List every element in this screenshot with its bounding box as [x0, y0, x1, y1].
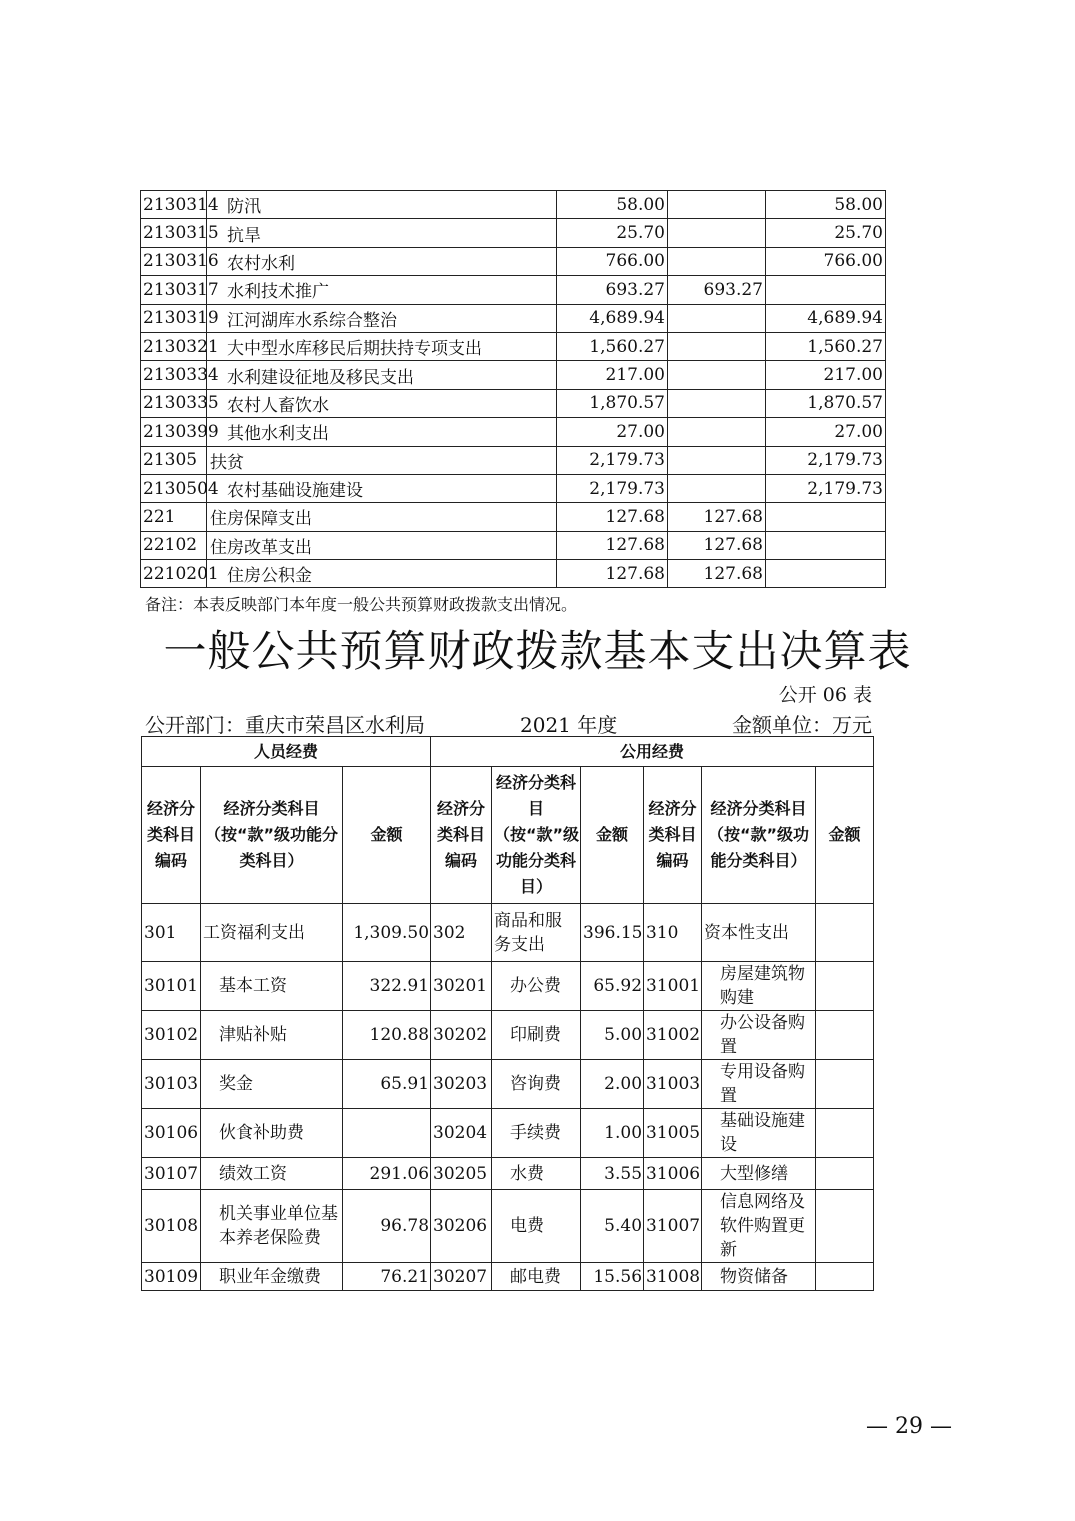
row-amount: 2.00: [581, 1060, 644, 1109]
row-name: 资本性支出: [702, 904, 816, 962]
row-name: 伙食补助费: [201, 1109, 343, 1158]
row-code: 31008: [644, 1263, 702, 1291]
row-name: 办公设备购置: [702, 1011, 816, 1060]
col-header-code: 经济分类科目编码: [142, 767, 201, 904]
row-total: 25.70: [557, 219, 668, 247]
row-basic: [668, 304, 766, 332]
row-code: 22102: [141, 531, 207, 559]
group-header-public: 公用经费: [431, 737, 874, 767]
row-code: 2130314: [141, 191, 207, 219]
unit-label: 金额单位：万元: [732, 713, 872, 737]
row-project: 2,179.73: [766, 474, 886, 502]
row-code: 30206: [431, 1190, 492, 1263]
row-name: 扶贫: [207, 446, 557, 474]
row-total: 27.00: [557, 418, 668, 446]
row-code: 2130399: [141, 418, 207, 446]
row-amount: [816, 904, 874, 962]
expenditure-continuation-table: [140, 190, 886, 588]
row-name: 住房保障支出: [207, 503, 557, 531]
col-header-name: 经济分类科目（按“款”级功能分类科目）: [702, 767, 816, 904]
row-name: 大型修缮: [702, 1158, 816, 1190]
row-amount: 96.78: [343, 1190, 431, 1263]
table-note: 备注：本表反映部门本年度一般公共预算财政拨款支出情况。: [145, 595, 578, 614]
row-amount: [816, 1263, 874, 1291]
row-code: 221: [141, 503, 207, 531]
row-amount: 65.91: [343, 1060, 431, 1109]
row-name: 水费: [492, 1158, 581, 1190]
department-label: 公开部门：重庆市荣昌区水利局: [145, 713, 425, 737]
row-code: 310: [644, 904, 702, 962]
row-basic: [668, 418, 766, 446]
row-basic: [668, 247, 766, 275]
row-code: 30108: [142, 1190, 201, 1263]
row-total: 693.27: [557, 276, 668, 304]
row-amount: [816, 1109, 874, 1158]
row-code: 2130504: [141, 474, 207, 502]
row-basic: 127.68: [668, 531, 766, 559]
row-name: 办公费: [492, 962, 581, 1011]
col-header-name: 经济分类科目（按“款”级功能分类科目）: [492, 767, 581, 904]
year-label: 2021 年度: [520, 713, 618, 737]
row-code: 30201: [431, 962, 492, 1011]
row-name: 工资福利支出: [201, 904, 343, 962]
table-row: [142, 1158, 874, 1190]
row-code: 30204: [431, 1109, 492, 1158]
row-name: 电费: [492, 1190, 581, 1263]
row-amount: 3.55: [581, 1158, 644, 1190]
col-header-amount: 金额: [343, 767, 431, 904]
row-name: 农村人畜饮水: [207, 389, 557, 417]
row-name: 大中型水库移民后期扶持专项支出: [207, 332, 557, 360]
row-total: 127.68: [557, 531, 668, 559]
row-project: 4,689.94: [766, 304, 886, 332]
col-header-name: 经济分类科目（按“款”级功能分类科目）: [201, 767, 343, 904]
table-row: [141, 304, 886, 332]
row-name: 奖金: [201, 1060, 343, 1109]
row-code: 30202: [431, 1011, 492, 1060]
basic-expenditure-table: [141, 736, 874, 1291]
row-amount: 1,309.50: [343, 904, 431, 962]
row-total: 127.68: [557, 503, 668, 531]
row-amount: 5.00: [581, 1011, 644, 1060]
row-name: 专用设备购置: [702, 1060, 816, 1109]
row-code: 31001: [644, 962, 702, 1011]
row-name: 其他水利支出: [207, 418, 557, 446]
row-name: 邮电费: [492, 1263, 581, 1291]
table-row: [142, 1190, 874, 1263]
row-name: 印刷费: [492, 1011, 581, 1060]
row-total: 2,179.73: [557, 446, 668, 474]
row-code: 31007: [644, 1190, 702, 1263]
row-name: 咨询费: [492, 1060, 581, 1109]
row-name: 农村基础设施建设: [207, 474, 557, 502]
row-project: 766.00: [766, 247, 886, 275]
row-code: 30101: [142, 962, 201, 1011]
row-name: 江河湖库水系综合整治: [207, 304, 557, 332]
page-number: — 29 —: [866, 1414, 952, 1439]
row-code: 31006: [644, 1158, 702, 1190]
table-row: [142, 1263, 874, 1291]
col-header-amount: 金额: [816, 767, 874, 904]
row-code: 2210201: [141, 560, 207, 588]
table-row: [141, 503, 886, 531]
row-amount: 76.21: [343, 1263, 431, 1291]
row-name: 信息网络及软件购置更新: [702, 1190, 816, 1263]
row-name: 抗旱: [207, 219, 557, 247]
row-basic: 127.68: [668, 503, 766, 531]
row-basic: 127.68: [668, 560, 766, 588]
row-name: 基础设施建设: [702, 1109, 816, 1158]
row-total: 127.68: [557, 560, 668, 588]
table-row: [141, 247, 886, 275]
row-amount: 322.91: [343, 962, 431, 1011]
row-total: 4,689.94: [557, 304, 668, 332]
row-name: 农村水利: [207, 247, 557, 275]
row-code: 30207: [431, 1263, 492, 1291]
row-name: 基本工资: [201, 962, 343, 1011]
row-name: 防汛: [207, 191, 557, 219]
table-row: [141, 446, 886, 474]
row-name: 商品和服务支出: [492, 904, 581, 962]
table-row: [141, 276, 886, 304]
row-name: 机关事业单位基本养老保险费: [201, 1190, 343, 1263]
row-total: 217.00: [557, 361, 668, 389]
page-title: 一般公共预算财政拨款基本支出决算表: [163, 627, 912, 677]
table-row: [141, 418, 886, 446]
col-header-code: 经济分类科目编码: [431, 767, 492, 904]
row-code: 2130321: [141, 332, 207, 360]
row-code: 21305: [141, 446, 207, 474]
row-amount: 15.56: [581, 1263, 644, 1291]
table-row: [142, 904, 874, 962]
row-basic: [668, 219, 766, 247]
table-row: [142, 1060, 874, 1109]
row-code: 2130317: [141, 276, 207, 304]
table-row: [141, 332, 886, 360]
row-basic: [668, 361, 766, 389]
row-code: 2130334: [141, 361, 207, 389]
row-project: 1,560.27: [766, 332, 886, 360]
row-project: 27.00: [766, 418, 886, 446]
table-row: [141, 361, 886, 389]
row-code: 30109: [142, 1263, 201, 1291]
table-row: [142, 1011, 874, 1060]
row-amount: 120.88: [343, 1011, 431, 1060]
row-total: 2,179.73: [557, 474, 668, 502]
row-basic: 693.27: [668, 276, 766, 304]
row-basic: [668, 389, 766, 417]
table-row: [142, 962, 874, 1011]
row-code: 30102: [142, 1011, 201, 1060]
row-total: 1,870.57: [557, 389, 668, 417]
row-name: 津贴补贴: [201, 1011, 343, 1060]
row-basic: [668, 191, 766, 219]
row-amount: [816, 1158, 874, 1190]
row-amount: [816, 1060, 874, 1109]
row-code: 31003: [644, 1060, 702, 1109]
row-amount: [816, 962, 874, 1011]
row-name: 物资储备: [702, 1263, 816, 1291]
row-basic: [668, 446, 766, 474]
row-total: 58.00: [557, 191, 668, 219]
row-amount: [343, 1109, 431, 1158]
row-total: 1,560.27: [557, 332, 668, 360]
row-project: [766, 276, 886, 304]
row-basic: [668, 474, 766, 502]
row-code: 30106: [142, 1109, 201, 1158]
row-total: 766.00: [557, 247, 668, 275]
row-code: 2130315: [141, 219, 207, 247]
row-name: 水利技术推广: [207, 276, 557, 304]
row-project: 2,179.73: [766, 446, 886, 474]
row-code: 2130316: [141, 247, 207, 275]
row-code: 2130319: [141, 304, 207, 332]
table-row: [141, 389, 886, 417]
row-code: 2130335: [141, 389, 207, 417]
group-header-personnel: 人员经费: [142, 737, 431, 767]
row-amount: 396.15: [581, 904, 644, 962]
row-code: 30103: [142, 1060, 201, 1109]
row-code: 31002: [644, 1011, 702, 1060]
row-project: 25.70: [766, 219, 886, 247]
table-row: [141, 531, 886, 559]
table-row: [142, 1109, 874, 1158]
row-project: [766, 531, 886, 559]
row-code: 30205: [431, 1158, 492, 1190]
table-code: 公开 06 表: [778, 684, 872, 706]
row-code: 30107: [142, 1158, 201, 1190]
row-project: [766, 503, 886, 531]
row-name: 手续费: [492, 1109, 581, 1158]
row-code: 30203: [431, 1060, 492, 1109]
table-row: [141, 191, 886, 219]
col-header-code: 经济分类科目编码: [644, 767, 702, 904]
row-code: 31005: [644, 1109, 702, 1158]
row-name: 住房改革支出: [207, 531, 557, 559]
row-amount: 5.40: [581, 1190, 644, 1263]
row-amount: 65.92: [581, 962, 644, 1011]
row-basic: [668, 332, 766, 360]
row-name: 房屋建筑物购建: [702, 962, 816, 1011]
col-header-amount: 金额: [581, 767, 644, 904]
row-code: 301: [142, 904, 201, 962]
row-amount: [816, 1190, 874, 1263]
row-name: 水利建设征地及移民支出: [207, 361, 557, 389]
row-amount: 291.06: [343, 1158, 431, 1190]
row-amount: [816, 1011, 874, 1060]
table-row: [141, 474, 886, 502]
table-row: [141, 560, 886, 588]
row-name: 职业年金缴费: [201, 1263, 343, 1291]
row-name: 绩效工资: [201, 1158, 343, 1190]
row-name: 住房公积金: [207, 560, 557, 588]
row-project: 1,870.57: [766, 389, 886, 417]
row-code: 302: [431, 904, 492, 962]
row-amount: 1.00: [581, 1109, 644, 1158]
row-project: 217.00: [766, 361, 886, 389]
row-project: [766, 560, 886, 588]
row-project: 58.00: [766, 191, 886, 219]
table-row: [141, 219, 886, 247]
